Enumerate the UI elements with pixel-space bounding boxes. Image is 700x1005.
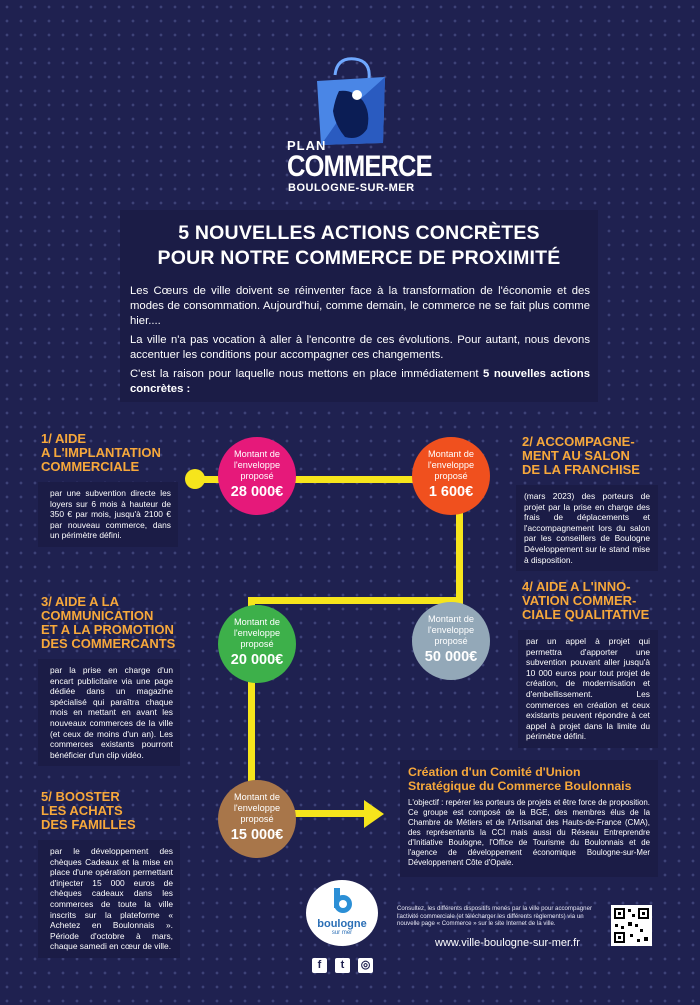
- action-1-description: par une subvention directe les loyers sur 6 mois à hauteur de 350 € par mois, jusqu'à 2100 € par nouveau commerce, dans un périmètre défini.: [50, 488, 171, 541]
- amount-circle-3: [218, 605, 296, 683]
- instagram-icon[interactable]: ◎: [358, 958, 373, 973]
- action-4-block: [518, 580, 658, 748]
- action-1-block: [38, 432, 178, 547]
- circle-label: Montant de l'enveloppe proposé: [427, 614, 475, 646]
- footer-note: Consultez, les différents dispositifs menés par la ville pour accompagner l'activité commerciale (et télécharger les différents règlements) via un nouvelle page « Commerce » sur le site Internet de la ville.: [397, 905, 592, 927]
- action-3-description: par la prise en charge d'un encart publicitaire via une page dédiée dans un magazine spécialisé qui paraîtra chaque mois en mettant en avant les nouveaux commerces de la ville (et ceux de moins d'un an). Les commerces existants pourront bénéficier d'un clip vidéo.: [50, 665, 173, 760]
- comite-description: L'objectif : repérer les porteurs de projets et être force de proposition. Ce groupe est composé de la BGE, des membres élus de la Chambre de Métiers et de l'Artisanat des Hauts-de-France (CMA), des représentants la CCI mais aussi du Réseau Entreprendre d'Initiative Boulogne, l'Office de Tourisme du Boulonnais et de l'agence de développement économique Boulogne-sur-Mer Développement Côte d'Opale.: [408, 798, 650, 867]
- action-5-block: [38, 790, 180, 958]
- headline-line-1: 5 NOUVELLES ACTIONS CONCRÈTES: [178, 222, 540, 244]
- circle-label: Montant de l'enveloppe proposé: [233, 449, 281, 481]
- logo-commerce-text: COMMERCE: [287, 150, 432, 183]
- action-2-block: [516, 435, 658, 571]
- action-3-block: [38, 595, 180, 766]
- headline-line-2: POUR NOTRE COMMERCE DE PROXIMITÉ: [157, 247, 561, 269]
- amount-5: 15 000€: [230, 827, 284, 843]
- amount-2: 1 600€: [428, 484, 474, 500]
- facebook-icon[interactable]: f: [312, 958, 327, 973]
- boulogne-b-icon: [328, 886, 356, 916]
- intro-paragraph-3-bold: 5 nouvelles actions concrètes :: [130, 368, 590, 395]
- action-4-description: par un appel à projet qui permettra d'apporter une subvention pouvant aller jusqu'à 10 000 euros pour tout projet de création, de modernisation et d'embellissement. Les commerces en création et ceux existants peuvent répondre à cet appel à projet dans la limite du périmètre défini.: [526, 636, 650, 742]
- comite-title: Création d'un Comité d'Union Stratégique du Commerce Boulonnais: [408, 765, 632, 793]
- intro-paragraph-1: Les Cœurs de ville doivent se réinventer face à la transformation de l'économie et des modes de consommation. Aujourd'hui, comme demain, le commerce ne se fait plus comme hier....: [130, 285, 590, 327]
- intro-paragraph-2: La ville n'a pas vocation à aller à l'encontre de ces évolutions. Pour autant, nous devons accentuer les conditions pour accompagner ces changements.: [130, 334, 590, 361]
- circle-label: Montant de l'enveloppe proposé: [233, 617, 281, 649]
- comite-box: [400, 760, 658, 877]
- action-5-title: 5/ BOOSTER LES ACHATS DES FAMILLES: [41, 789, 136, 832]
- amount-circle-5: [218, 780, 296, 858]
- logo-plan-text: PLAN: [287, 138, 327, 153]
- website-link[interactable]: www.ville-boulogne-sur-mer.fr: [435, 937, 580, 949]
- path-start-dot: [185, 469, 205, 489]
- amount-circle-2: [412, 437, 490, 515]
- boulogne-logo-subtext: sur mer: [331, 930, 353, 936]
- amount-4: 50 000€: [424, 649, 478, 665]
- action-2-title: 2/ ACCOMPAGNE- MENT AU SALON DE LA FRANCHISE: [522, 434, 640, 477]
- action-1-title: 1/ AIDE A L'IMPLANTATION COMMERCIALE: [41, 431, 161, 474]
- logo-city-text: BOULOGNE-SUR-MER: [288, 182, 415, 194]
- path-arrow-icon: [364, 800, 384, 828]
- boulogne-logo: [306, 880, 378, 946]
- amount-circle-4: [412, 602, 490, 680]
- circle-label: Montant de l'enveloppe proposé: [427, 449, 475, 481]
- circle-label: Montant de l'enveloppe proposé: [233, 792, 281, 824]
- twitter-icon[interactable]: t: [335, 958, 350, 973]
- intro-paragraph-3-text: C'est la raison pour laquelle nous mettons en place immédiatement: [130, 368, 484, 380]
- action-5-description: par le développement des chèques Cadeaux et la mise en place d'une opération permettant d'injecter 15 000 euros de chèques cadeaux dans les commerces de toute la ville inscrits sur la plateforme « Achetez en Boulonnais ». Période d'octobre à mars, chaque samedi en cœur de ville.: [50, 846, 173, 952]
- qr-code-icon: [611, 905, 652, 946]
- intro-paragraph-3: [130, 367, 590, 397]
- amount-1: 28 000€: [230, 484, 284, 500]
- path-segment: [248, 597, 463, 604]
- intro-box: [120, 210, 598, 402]
- amount-3: 20 000€: [230, 652, 284, 668]
- action-3-title: 3/ AIDE A LA COMMUNICATION ET A LA PROMOTION DES COMMERCANTS: [41, 594, 176, 651]
- action-2-description: (mars 2023) des porteurs de projet par la prise en charge des frais de déplacements et l'accompagnement lors du salon par les conseillers de Boulogne Développement sur le stand mise à disposition.: [524, 491, 650, 565]
- shopping-bag-logo-icon: [305, 55, 395, 150]
- amount-circle-1: [218, 437, 296, 515]
- boulogne-logo-text: boulogne: [317, 918, 367, 930]
- action-4-title: 4/ AIDE A L'INNO- VATION COMMER- CIALE QUALITATIVE: [522, 579, 650, 622]
